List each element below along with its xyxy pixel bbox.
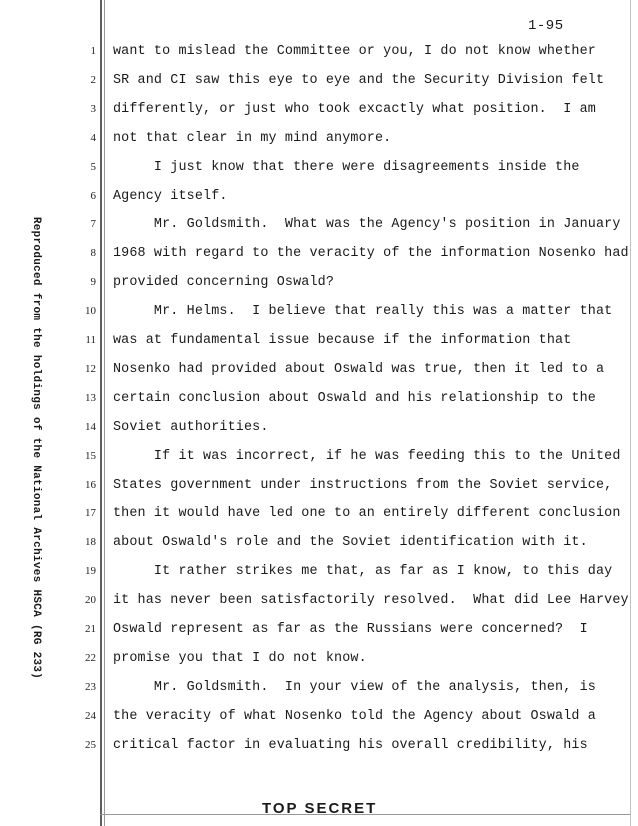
transcript-line: If it was incorrect, if he was feeding this to the United xyxy=(113,448,621,464)
line-number: 25 xyxy=(85,738,96,751)
line-number: 22 xyxy=(85,651,96,664)
line-number: 20 xyxy=(85,594,96,607)
transcript-line: certain conclusion about Oswald and his relationship to the xyxy=(113,390,596,406)
line-number: 9 xyxy=(90,276,96,289)
line-number: 4 xyxy=(90,131,96,144)
line-number: 2 xyxy=(90,73,96,86)
line-number: 3 xyxy=(90,102,96,115)
transcript-line: promise you that I do not know. xyxy=(113,650,367,666)
transcript-line: then it would have led one to an entirely different conclusion xyxy=(113,506,621,522)
transcript-line: the veracity of what Nosenko told the Agency about Oswald a xyxy=(113,708,596,724)
right-margin-rule xyxy=(630,0,631,826)
left-margin-rule xyxy=(100,0,102,826)
transcript-line: not that clear in my mind anymore. xyxy=(113,130,392,146)
line-number: 7 xyxy=(90,218,96,231)
line-number: 24 xyxy=(85,709,96,722)
line-number: 6 xyxy=(90,189,96,202)
transcript-line: about Oswald's role and the Soviet identification with it. xyxy=(113,535,588,551)
transcript-line: was at fundamental issue because if the information that xyxy=(113,333,572,348)
line-number: 13 xyxy=(85,391,96,404)
transcript-line: I just know that there were disagreements inside the xyxy=(113,159,580,175)
transcript-line: want to mislead the Committee or you, I do not know whether xyxy=(113,44,596,59)
transcript-line: Mr. Goldsmith. In your view of the analysis, then, is xyxy=(113,679,596,695)
transcript-line: States government under instructions from the Soviet service, xyxy=(113,477,613,493)
transcript-line: Mr. Goldsmith. What was the Agency's position in January xyxy=(113,217,621,233)
transcript-line: provided concerning Oswald? xyxy=(113,275,335,291)
transcript-line: SR and CI saw this eye to eye and the Security Division felt xyxy=(113,72,605,88)
line-number: 16 xyxy=(85,478,96,491)
transcript-line: Oswald represent as far as the Russians were concerned? I xyxy=(113,622,588,637)
left-margin-rule-inner xyxy=(104,0,105,826)
line-number: 1 xyxy=(90,45,96,57)
line-number: 11 xyxy=(85,334,96,346)
transcript-line: It rather strikes me that, as far as I know, to this day xyxy=(113,564,613,580)
transcript-line: Soviet authorities. xyxy=(113,419,269,435)
transcript-line: Nosenko had provided about Oswald was true, then it led to a xyxy=(113,361,605,377)
line-number: 8 xyxy=(90,247,96,260)
transcript-line: it has never been satisfactorily resolved. What did Lee Harvey xyxy=(113,593,629,609)
page-number: 1-95 xyxy=(528,18,564,34)
classification-footer: TOP SECRET xyxy=(262,800,378,817)
line-number: 5 xyxy=(90,160,96,173)
line-number: 10 xyxy=(85,305,96,318)
line-number: 17 xyxy=(85,507,96,520)
archive-stamp-text: Reproduced from the holdings of the National Archives HSCA (RG 233) xyxy=(30,216,42,680)
transcript-line: critical factor in evaluating his overall credibility, his xyxy=(113,737,588,753)
transcript-line: differently, or just who took excactly what position. I am xyxy=(113,101,596,117)
line-number: 14 xyxy=(85,420,96,433)
line-number: 21 xyxy=(85,623,96,635)
transcript-line: Agency itself. xyxy=(113,188,228,204)
line-number: 23 xyxy=(85,680,96,693)
line-number: 12 xyxy=(85,362,96,375)
line-number: 18 xyxy=(85,536,96,549)
line-number: 19 xyxy=(85,565,96,578)
transcript-line: Mr. Helms. I believe that really this was a matter that xyxy=(113,304,613,320)
line-number: 15 xyxy=(85,449,96,462)
transcript-line: 1968 with regard to the veracity of the information Nosenko had xyxy=(113,246,629,262)
